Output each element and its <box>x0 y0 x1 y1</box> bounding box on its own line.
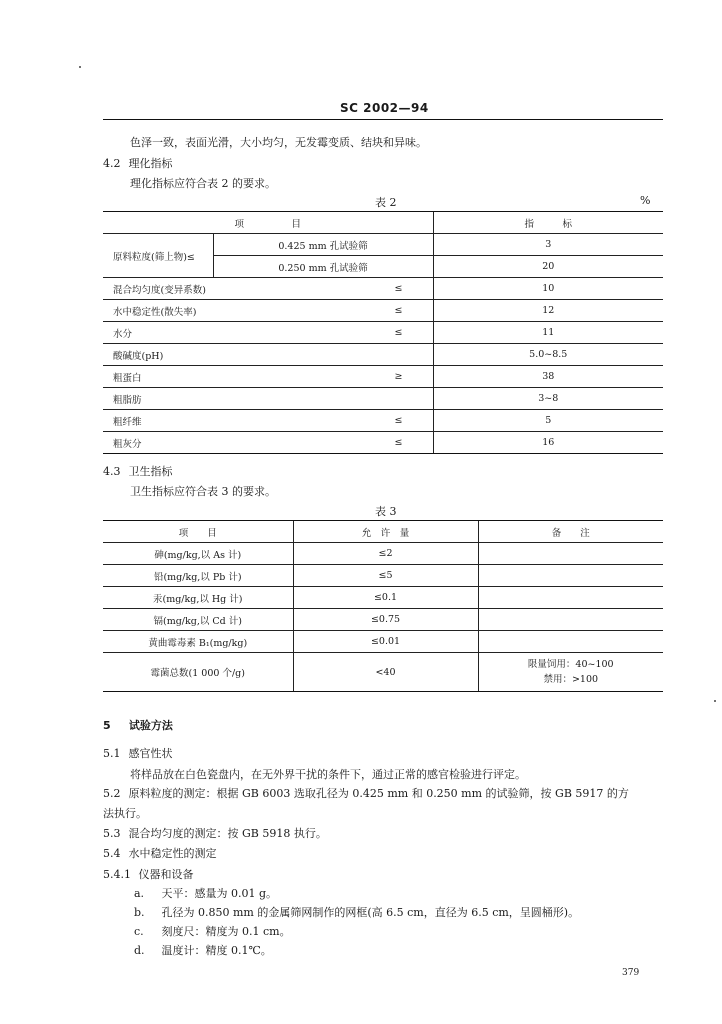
section-text: 仪器和设备 <box>138 868 194 881</box>
item-cell: 粗纤维 <box>103 410 313 432</box>
section-5-2-line2: 法执行。 <box>103 807 147 820</box>
note-cell <box>478 565 663 587</box>
section-title: 感官性状 <box>128 747 173 760</box>
equipment-item-b <box>134 904 579 920</box>
table-row <box>103 366 663 388</box>
header-limit: 允 许 量 <box>293 521 478 543</box>
section-title: 理化指标 <box>128 157 173 170</box>
sign-cell <box>313 344 433 366</box>
equipment-item-c <box>134 923 291 939</box>
table-row <box>103 278 663 300</box>
section-number: 5.4 <box>103 847 121 860</box>
sign-cell: ≤ <box>313 322 433 344</box>
section-4-3-heading <box>103 463 173 479</box>
section-number: 5.2 <box>103 787 121 800</box>
item-cell: 黄曲霉毒素 B₁(mg/kg) <box>103 631 293 653</box>
table2-caption: 表 2 <box>375 196 397 209</box>
value-cell: 5.0~8.5 <box>433 344 663 366</box>
section-text: 水中稳定性的测定 <box>128 847 217 860</box>
note-cell <box>478 587 663 609</box>
sign-cell: ≥ <box>313 366 433 388</box>
section-title: 试验方法 <box>128 719 173 732</box>
limit-cell: ≤0.1 <box>293 587 478 609</box>
granularity-label: 原料粒度(筛上物)≤ <box>103 234 213 278</box>
table-row <box>103 322 663 344</box>
table-row <box>103 234 663 256</box>
table-3 <box>103 520 663 692</box>
section-text: 原料粒度的测定：根据 GB 6003 选取孔径为 0.425 mm 和 0.250 mm 的试验筛，按 GB 5917 的方 <box>128 787 629 800</box>
limit-cell: ≤0.75 <box>293 609 478 631</box>
item-cell: 镉(mg/kg,以 Cd 计) <box>103 609 293 631</box>
sieve-cell: 0.250 mm 孔试验筛 <box>213 256 433 278</box>
item-cell: 粗蛋白 <box>103 366 313 388</box>
table-row <box>103 653 663 692</box>
table-row <box>103 609 663 631</box>
item-cell: 水分 <box>103 322 313 344</box>
sign-cell: ≤ <box>313 278 433 300</box>
table-row <box>103 300 663 322</box>
list-marker: d. <box>134 944 145 957</box>
item-cell: 汞(mg/kg,以 Hg 计) <box>103 587 293 609</box>
table-header-row <box>103 212 663 234</box>
value-cell: 38 <box>433 366 663 388</box>
table-row <box>103 631 663 653</box>
section-4-2-heading <box>103 155 173 171</box>
sieve-cell: 0.425 mm 孔试验筛 <box>213 234 433 256</box>
section-5-heading <box>103 717 173 733</box>
header-value: 指 标 <box>433 212 663 234</box>
header-note: 备 注 <box>478 521 663 543</box>
section-number: 4.2 <box>103 157 121 170</box>
limit-cell: ≤5 <box>293 565 478 587</box>
header-item: 项 目 <box>103 212 433 234</box>
section-4-3-text: 卫生指标应符合表 3 的要求。 <box>130 485 276 498</box>
section-number: 5.3 <box>103 827 121 840</box>
table-2 <box>103 211 663 454</box>
list-marker: a. <box>134 887 145 900</box>
table-row <box>103 410 663 432</box>
item-cell: 水中稳定性(散失率) <box>103 300 313 322</box>
page-number: 379 <box>622 968 640 978</box>
header-rule <box>103 119 663 120</box>
value-cell: 3~8 <box>433 388 663 410</box>
table-row <box>103 543 663 565</box>
equipment-item-a <box>134 885 277 901</box>
item-cell: 粗灰分 <box>103 432 313 454</box>
item-cell: 混合均匀度(变异系数) <box>103 278 313 300</box>
sign-cell <box>313 388 433 410</box>
list-text: 孔径为 0.850 mm 的金属筛网制作的网框(高 6.5 cm，直径为 6.5 cm，呈圆桶形)。 <box>161 906 580 919</box>
note-line: 限量饲用：40~100 <box>527 659 614 670</box>
table-row <box>103 432 663 454</box>
value-cell: 20 <box>433 256 663 278</box>
list-text: 温度计：精度 0.1℃。 <box>161 944 272 957</box>
equipment-item-d <box>134 942 272 958</box>
section-5-1-heading <box>103 745 173 761</box>
value-cell: 5 <box>433 410 663 432</box>
note-cell <box>478 543 663 565</box>
section-number: 4.3 <box>103 465 121 478</box>
table-row <box>103 388 663 410</box>
section-number: 5.1 <box>103 747 121 760</box>
sign-cell: ≤ <box>313 432 433 454</box>
limit-cell: ≤2 <box>293 543 478 565</box>
value-cell: 12 <box>433 300 663 322</box>
section-4-2-text: 理化指标应符合表 2 的要求。 <box>130 177 276 190</box>
value-cell: 16 <box>433 432 663 454</box>
limit-cell: ≤0.01 <box>293 631 478 653</box>
note-cell <box>478 653 663 692</box>
scan-speck <box>714 700 716 702</box>
section-5-2-line1 <box>103 785 629 801</box>
list-marker: c. <box>134 925 144 938</box>
standard-code: SC 2002—94 <box>340 101 429 115</box>
value-cell: 11 <box>433 322 663 344</box>
table-header-row <box>103 521 663 543</box>
section-5-4-1 <box>103 866 194 882</box>
table-row <box>103 344 663 366</box>
section-number: 5 <box>103 719 111 732</box>
note-cell <box>478 609 663 631</box>
list-text: 刻度尺：精度为 0.1 cm。 <box>161 925 291 938</box>
section-5-1-text: 将样品放在白色瓷盘内，在无外界干扰的条件下，通过正常的感官检验进行评定。 <box>130 768 526 781</box>
table-row <box>103 565 663 587</box>
section-text: 混合均匀度的测定：按 GB 5918 执行。 <box>128 827 327 840</box>
item-cell: 粗脂肪 <box>103 388 313 410</box>
table2-unit: % <box>640 194 651 207</box>
table-row <box>103 587 663 609</box>
list-text: 天平：感量为 0.01 g。 <box>161 887 278 900</box>
note-cell <box>478 631 663 653</box>
limit-cell: <40 <box>293 653 478 692</box>
table3-caption: 表 3 <box>375 505 397 518</box>
item-cell: 砷(mg/kg,以 As 计) <box>103 543 293 565</box>
sign-cell: ≤ <box>313 300 433 322</box>
sign-cell: ≤ <box>313 410 433 432</box>
value-cell: 3 <box>433 234 663 256</box>
section-title: 卫生指标 <box>128 465 173 478</box>
list-marker: b. <box>134 906 145 919</box>
header-item: 项 目 <box>103 521 293 543</box>
section-5-3 <box>103 825 327 841</box>
intro-line: 色泽一致，表面光滑，大小均匀，无发霉变质、结块和异味。 <box>130 136 427 149</box>
item-cell: 霉菌总数(1 000 个/g) <box>103 653 293 692</box>
scan-speck <box>79 66 81 68</box>
value-cell: 10 <box>433 278 663 300</box>
item-cell: 酸碱度(pH) <box>103 344 313 366</box>
note-line: 禁用：>100 <box>543 674 599 685</box>
section-5-4 <box>103 845 217 861</box>
section-number: 5.4.1 <box>103 868 131 881</box>
item-cell: 铅(mg/kg,以 Pb 计) <box>103 565 293 587</box>
